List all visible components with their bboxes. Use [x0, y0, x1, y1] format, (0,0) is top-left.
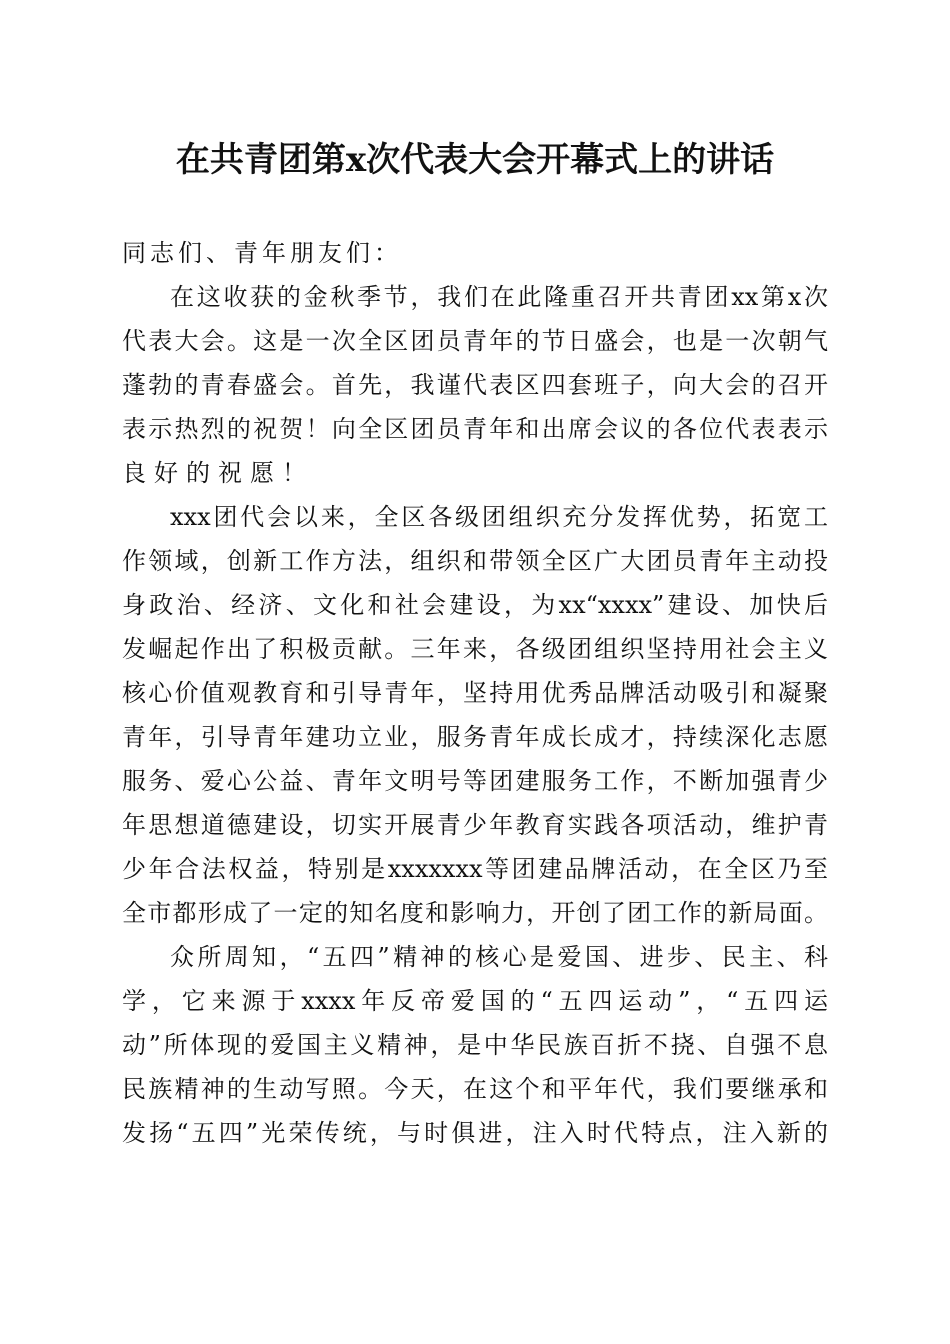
paragraph-line: 代表大会。这是一次全区团员青年的节日盛会，也是一次朝气: [122, 327, 828, 355]
paragraph-line: 众所周知，“五四”精神的核心是爱国、进步、民主、科: [170, 943, 828, 971]
paragraph-line: xxx团代会以来，全区各级团组织充分发挥优势，拓宽工: [170, 503, 828, 531]
paragraph-line: 青年，引导青年建功立业，服务青年成长成才，持续深化志愿: [122, 723, 828, 751]
paragraph-line: 核心价值观教育和引导青年，坚持用优秀品牌活动吸引和凝聚: [122, 679, 828, 707]
paragraph-line: 在这收获的金秋季节，我们在此隆重召开共青团xx第x次: [170, 283, 828, 311]
paragraph-line: 年思想道德建设，切实开展青少年教育实践各项活动，维护青: [122, 811, 828, 839]
paragraph-line: 表示热烈的祝贺！向全区团员青年和出席会议的各位代表表示: [122, 415, 828, 443]
paragraph-line: 发崛起作出了积极贡献。三年来，各级团组织坚持用社会主义: [122, 635, 828, 663]
salutation: 同志们、青年朋友们：: [122, 239, 402, 267]
paragraph-line: 少年合法权益，特别是xxxxxxx等团建品牌活动，在全区乃至: [122, 855, 828, 883]
paragraph-line: 学，它来源于xxxx年反帝爱国的“五四运动”，“五四运: [122, 987, 828, 1015]
paragraph-line: 民族精神的生动写照。今天，在这个和平年代，我们要继承和: [122, 1075, 828, 1103]
document-title: 在共青团第x次代表大会开幕式上的讲话: [175, 140, 775, 180]
paragraph-line: 良好的祝愿！: [122, 459, 314, 487]
paragraph-line: 蓬勃的青春盛会。首先，我谨代表区四套班子，向大会的召开: [122, 371, 828, 399]
paragraph-line: 发扬“五四”光荣传统，与时俱进，注入时代特点，注入新的: [122, 1119, 828, 1147]
paragraph-line: 全市都形成了一定的知名度和影响力，开创了团工作的新局面。: [122, 899, 828, 927]
paragraph-line: 服务、爱心公益、青年文明号等团建服务工作，不断加强青少: [122, 767, 828, 795]
paragraph-line: 身政治、经济、文化和社会建设，为xx“xxxx”建设、加快后: [122, 591, 828, 619]
paragraph-line: 作领域，创新工作方法，组织和带领全区广大团员青年主动投: [122, 547, 828, 575]
paragraph-line: 动”所体现的爱国主义精神，是中华民族百折不挠、自强不息: [122, 1031, 828, 1059]
